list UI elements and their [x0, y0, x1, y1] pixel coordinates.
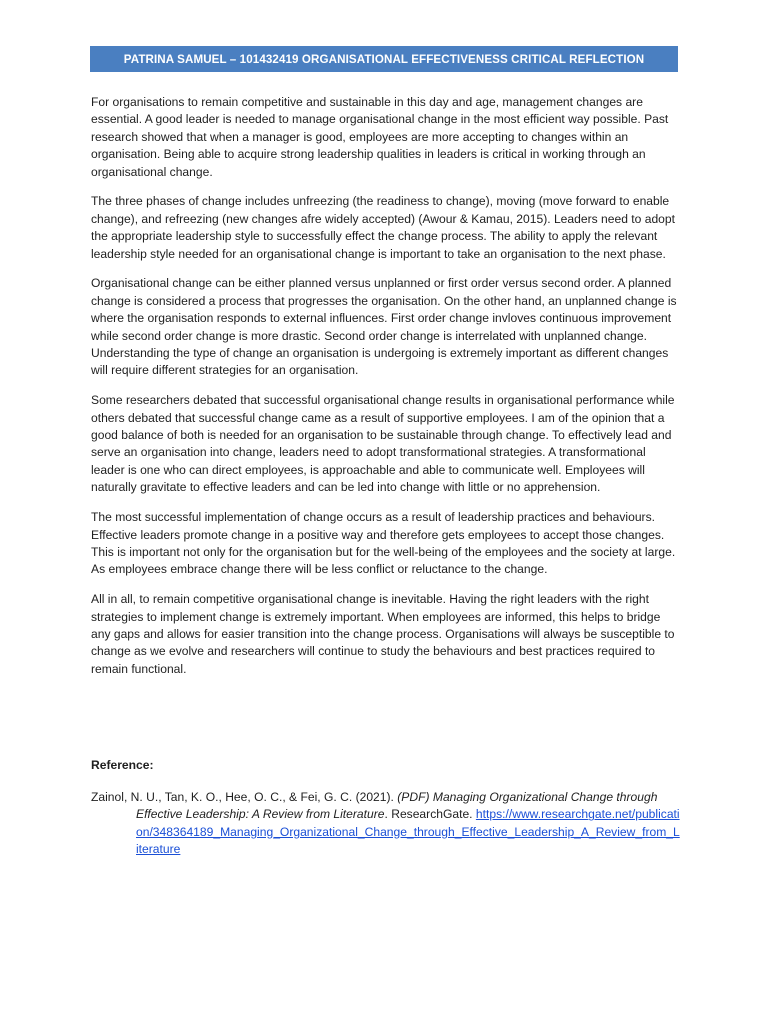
document-body [91, 94, 679, 691]
reference-link[interactable]: https://www.researchgate.net/publication/348364189_Managing_Organizational_Change_through_Effective_Leadership_A_Review_from_Literature [136, 807, 680, 857]
reference-publisher: . ResearchGate. [384, 807, 476, 822]
header-title: PATRINA SAMUEL – 101432419 ORGANISATIONAL EFFECTIVENESS CRITICAL REFLECTION [123, 52, 645, 66]
paragraph-5: The most successful implementation of change occurs as a result of leadership practices and behaviours. Effective leaders promote change in a positive way and therefore gets employees to accept those changes. This is important not only for the organisation but for the well-being of the employees and the society at large. As employees embrace change there will be less conflict or reluctance to the change. [91, 510, 676, 577]
document-header [90, 46, 678, 72]
paragraph-3: Organisational change can be either planned versus unplanned or first order versus second order. A planned change is considered a process that progresses the organisation. On the other hand, an unplanned change is where the organisation responds to external influences. First order change invloves continuous improvement while second order change is more drastic. Second order change is interrelated with unplanned change. Understanding the type of change an organisation is undergoing is extremely important as different changes will require different strategies for an organisation. [91, 276, 677, 378]
reference-authors: Zainol, N. U., Tan, K. O., Hee, O. C., & Fei, G. C. (2021). [91, 790, 398, 804]
paragraph-2: The three phases of change includes unfreezing (the readiness to change), moving (move forward to enable change), and refreezing (new changes afre widely accepted) (Awour & Kamau, 2015). Leaders need to adopt the appropriate leadership style to successfully effect the change process. The ability to apply the relevant leadership style needed for an organisational change is important to take an organisation to the next phase. [91, 194, 675, 261]
paragraph-6: All in all, to remain competitive organisational change is inevitable. Having the right leaders with the right strategies to implement change is extremely important. When employees are informed, this helps to bridge any gaps and allows for easier transition into the change process. Organisations will always be susceptible to change as we evolve and researchers will continue to study the behaviours and best practices required to remain functional. [91, 592, 675, 676]
paragraph-1: For organisations to remain competitive and sustainable in this day and age, management changes are essential. A good leader is needed to manage organisational change in the most efficient way possible. Past research showed that when a manager is good, employees are more accepting to changes within an organisation. Being able to acquire strong leadership qualities in leaders is critical in working through an organisational change. [91, 95, 669, 179]
paragraph-4: Some researchers debated that successful organisational change results in organisational performance while others debated that successful change came as a result of supportive employees. I am of the opinion that a good balance of both is needed for an organisation to be sustainable through change. To effectively lead and serve an organisation into change, leaders need to adopt transformational strategies. A transformational leader is one who can direct employees, is approachable and able to communicate well. Employees will naturally gravitate to effective leaders and can be led into change with little or no apprehension. [91, 393, 675, 495]
reference-title: (PDF) Managing Organizational Change through Effective Leadership: A Review from Literature [136, 790, 658, 822]
reference-heading: Reference: [91, 758, 154, 772]
reference-entry [91, 789, 681, 859]
